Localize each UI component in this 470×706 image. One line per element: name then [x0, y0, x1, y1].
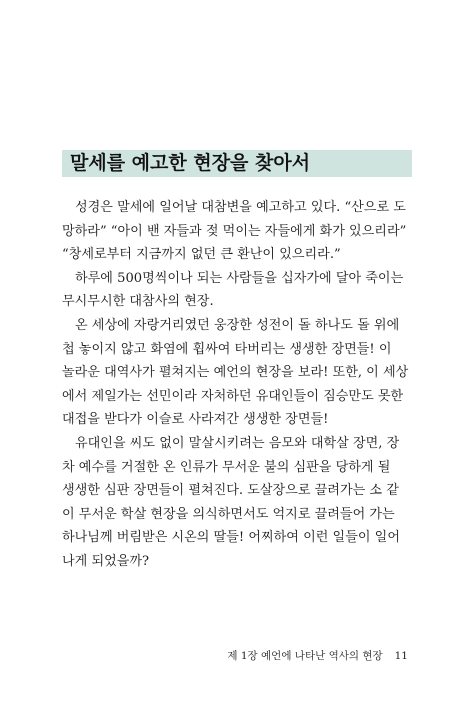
text-line: 성경은 말세에 일어날 대참변을 예고하고 있다. “산으로 도 — [75, 200, 406, 215]
text-line: 하나님께 버림받은 시온의 딸들! 어찌하여 이런 일들이 일어 — [62, 530, 400, 546]
text-line: 온 세상에 자랑거리였던 웅장한 성전이 돌 하나도 돌 위에 — [75, 317, 400, 333]
page-title: 말세를 예고한 현장을 찾아서 — [70, 152, 311, 174]
text-line: “창세로부터 지금까지 없던 큰 환난이 있으리라.” — [62, 247, 341, 263]
text-line: 에서 제일가는 선민이라 자처하던 유대인들이 짐승만도 못한 — [62, 388, 404, 404]
body-text — [62, 196, 412, 574]
text-line: 이 무서운 학살 현장을 의식하면서도 억지로 끌려들어 가는 — [62, 506, 395, 522]
text-line: 유대인을 씨도 없이 말살시키려는 음모와 대학살 장면, 장 — [75, 435, 400, 451]
text-line: 무시무시한 대참사의 현장. — [62, 294, 214, 310]
text-line: 대접을 받다가 이슬로 사라져간 생생한 장면들! — [62, 412, 329, 428]
text-line: 차 예수를 거절한 온 인류가 무서운 불의 심판을 당하게 될 — [62, 459, 391, 475]
page-number: 11 — [394, 650, 408, 662]
text-line: 첩 놓이지 않고 화염에 휩싸여 타버리는 생생한 장면들! 이 — [62, 341, 392, 357]
text-line: 하루에 500명씩이나 되는 사람들을 십자가에 달아 죽이는 — [75, 270, 404, 286]
text-line: 망하라” “아이 밴 자들과 젖 먹이는 자들에게 화가 있으리라” — [62, 223, 407, 239]
text-line: 놀라운 대역사가 펼쳐지는 예언의 현장을 보라! 또한, 이 세상 — [62, 365, 409, 381]
running-header-chapter: 제 1장 예언에 나타난 역사의 현장 — [227, 650, 383, 662]
text-line: 나게 되었을까? — [62, 553, 150, 569]
page-footer — [227, 648, 408, 663]
text-line: 생생한 심판 장면들이 펼쳐진다. 도살장으로 끌려가는 소 같 — [62, 483, 399, 499]
